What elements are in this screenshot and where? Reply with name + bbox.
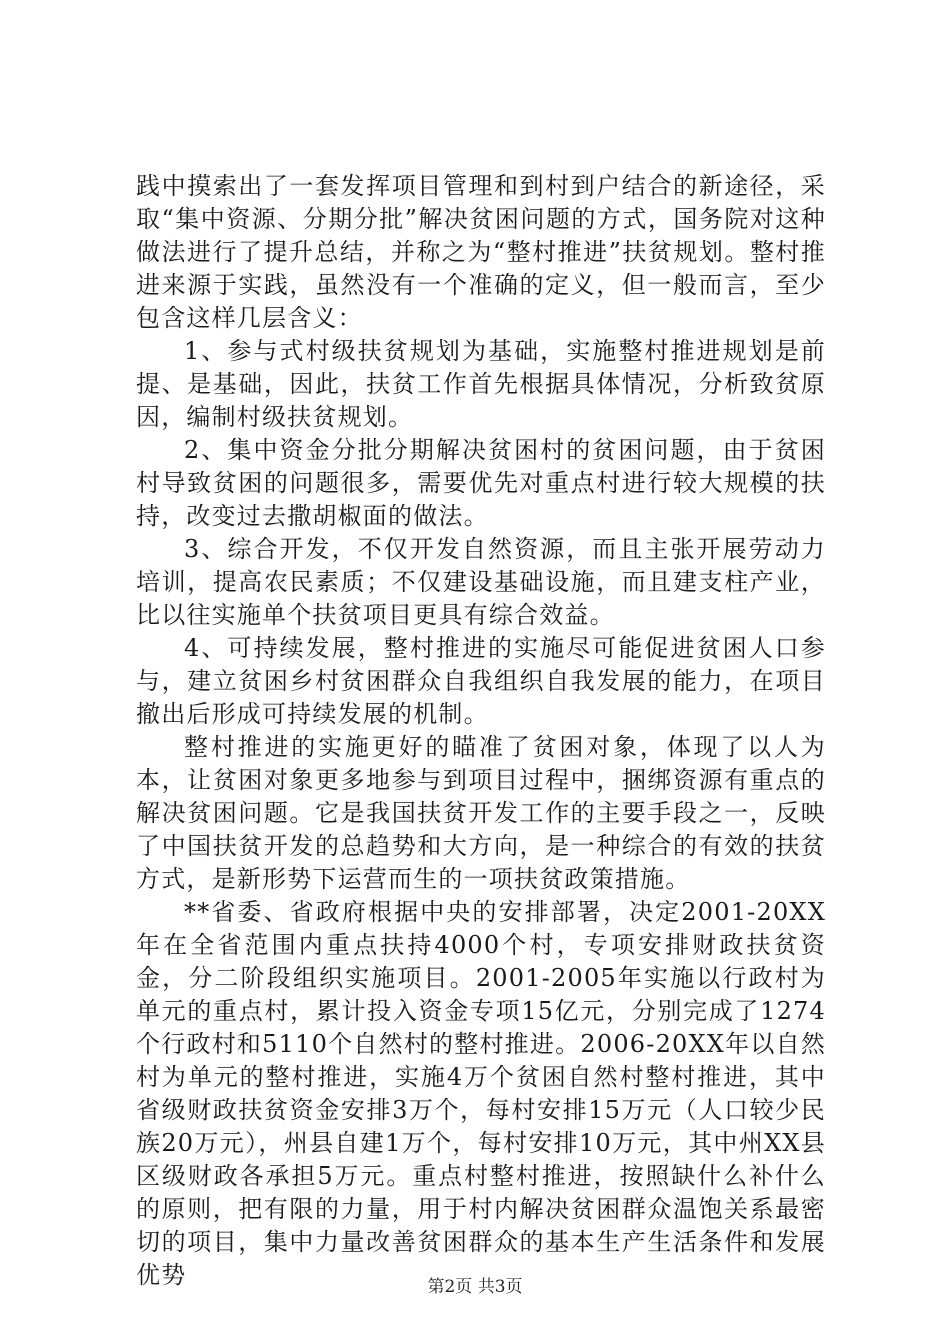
paragraph-point-1: 1、参与式村级扶贫规划为基础，实施整村推进规划是前提、是基础，因此，扶贫工作首先根据具体情况，分析致贫原因，编制村级扶贫规划。 <box>136 337 826 431</box>
page-number-footer: 第2页 共3页 <box>427 1277 523 1297</box>
paragraph-point-4: 4、可持续发展，整村推进的实施尽可能促进贫困人口参与，建立贫困乡村贫困群众自我组织自我发展的能力，在项目撤出后形成可持续发展的机制。 <box>136 634 826 728</box>
paragraph-continuation: 践中摸索出了一套发挥项目管理和到村到户结合的新途径，采取“集中资源、分期分批”解决贫困问题的方式，国务院对这种做法进行了提升总结，并称之为“整村推进”扶贫规划。整村推进来源于实践，虽然没有一个准确的定义，但一般而言，至少包含这样几层含义： <box>136 172 826 332</box>
paragraph-point-3: 3、综合开发，不仅开发自然资源，而且主张开展劳动力培训，提高农民素质；不仅建设基础设施，而且建支柱产业，比以往实施单个扶贫项目更具有综合效益。 <box>136 535 826 629</box>
paragraph-provincial-plan: **省委、省政府根据中央的安排部署，决定2001-20XX年在全省范围内重点扶持4000个村，专项安排财政扶贫资金，分二阶段组织实施项目。2001-2005年实施以行政村为单元的重点村，累计投入资金专项15亿元，分别完成了1274个行政村和5110个自然村的整村推进。2006-20XX年以自然村为单元的整村推进，实施4万个贫困自然村整村推进，其中省级财政扶贫资金安排3万个，每村安排15万元（人口较少民族20万元），州县自建1万个，每村安排10万元，其中州XX县区级财政各承担5万元。重点村整村推进，按照缺什么补什么的原则，把有限的力量，用于村内解决贫困群众温饱关系最密切的项目，集中力量改善贫困群众的基本生产生活条件和发展优势 <box>136 898 826 1289</box>
paragraph-point-2: 2、集中资金分批分期解决贫困村的贫困问题，由于贫困村导致贫困的问题很多，需要优先对重点村进行较大规模的扶持，改变过去撒胡椒面的做法。 <box>136 436 826 530</box>
document-body <box>136 170 826 1292</box>
paragraph-summary: 整村推进的实施更好的瞄准了贫困对象，体现了以人为本，让贫困对象更多地参与到项目过程中，捆绑资源有重点的解决贫困问题。它是我国扶贫开发工作的主要手段之一，反映了中国扶贫开发的总趋势和大方向，是一种综合的有效的扶贫方式，是新形势下运营而生的一项扶贫政策措施。 <box>136 733 826 893</box>
